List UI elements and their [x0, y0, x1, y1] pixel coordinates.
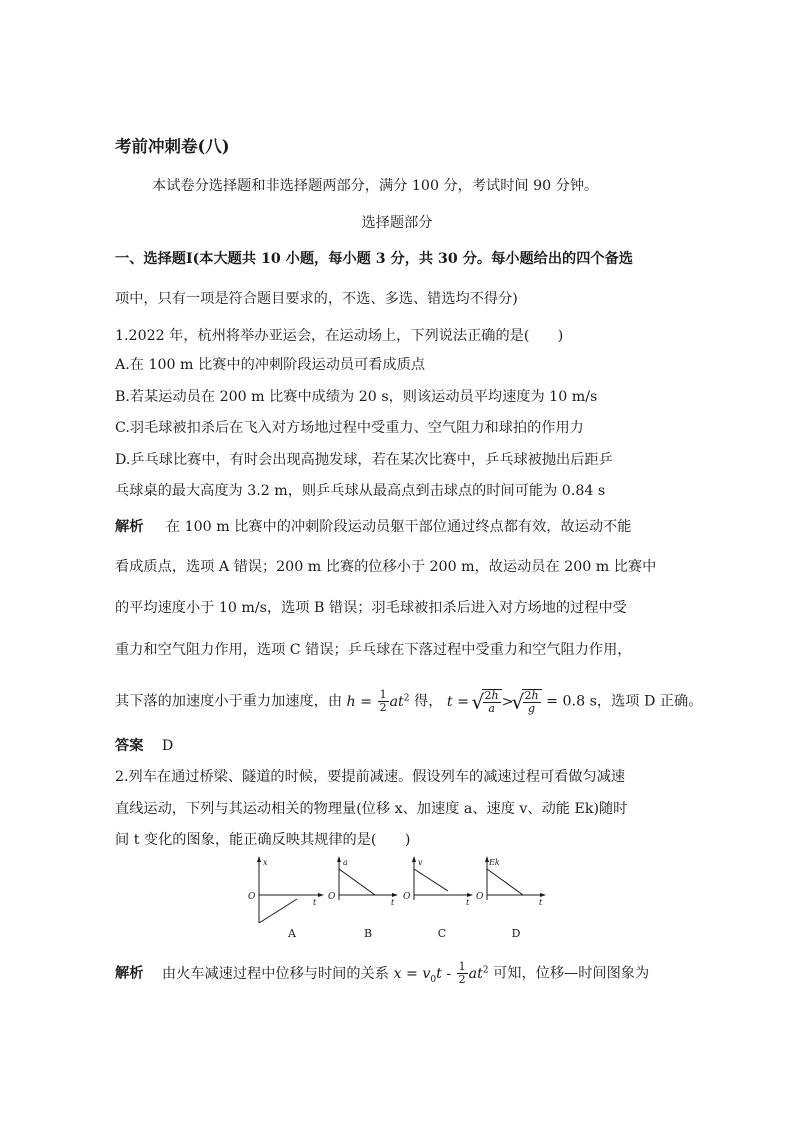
q1-analysis-text5c: = 0.8 s，选项 D 正确。 [546, 693, 703, 710]
graph-d-y-label: Ek [489, 858, 500, 867]
q2-analysis-label: 解析 [115, 965, 144, 982]
q1-option-d-line2: 乓球桌的最大高度为 3.2 m，则乒乓球从最高点到击球点的时间可能为 0.84 s [115, 483, 606, 499]
graph-b-label: B [363, 927, 373, 940]
graph-b [325, 855, 407, 925]
graph-b-y-label: a [343, 858, 348, 867]
q1-analysis-text1: 在 100 m 比赛中的冲刺阶段运动员躯干部位通过终点都有效，故运动不能 [165, 519, 632, 535]
q1-option-d-line1: D.乒乓球比赛中，有时会出现高抛发球，若在某次比赛中，乒乓球被抛出后距乒 [115, 452, 613, 468]
q2-analysis-line1 [115, 960, 649, 990]
formula-t: t = √ $\frac{2h}{a}$ > √ $\frac{2h}{g}$ [447, 694, 542, 710]
q1-analysis-label: 解析 [115, 519, 144, 535]
q1-option-c: C.羽毛球被扣杀后在飞入对方场地过程中受重力、空气阻力和球拍的作用力 [115, 420, 584, 436]
graph-d [473, 855, 555, 925]
q1-answer-value: D [161, 738, 174, 754]
graph-a-label: A [288, 927, 296, 940]
graph-d-origin: O [476, 892, 484, 902]
graph-c-x-label: t [466, 898, 470, 907]
graph-c [400, 855, 482, 925]
q1-stem: 1.2022 年，杭州将举办亚运会，在运动场上，下列说法正确的是( ) [115, 328, 564, 344]
graph-c-label: C [437, 927, 447, 940]
q1-answer-line [115, 736, 173, 756]
formula-h: h = $\frac{1}{2}$ $at^2$ [346, 688, 410, 715]
q2-analysis-text1a: 由火车减速过程中位移与时间的关系 [161, 965, 389, 982]
intro-text: 本试卷分选择题和非选择题两部分，满分 100 分，考试时间 90 分钟。 [152, 178, 599, 194]
graph-d-label: D [511, 927, 521, 940]
q2-stem-line2: 直线运动，下列与其运动相关的物理量(位移 x、加速度 a、速度 v、动能 Ek)随时 [115, 801, 628, 817]
section-header: 选择题部分 [361, 215, 433, 231]
graph-a-origin: O [248, 892, 256, 902]
q2-stem-line1: 2.列车在通过桥梁、隧道的时候，要提前减速。假设列车的减速过程可看做匀减速 [115, 769, 626, 785]
q1-answer-label: 答案 [115, 738, 144, 754]
q2-stem-line3: 间 t 变化的图象，能正确反映其规律的是( ) [115, 832, 411, 848]
graph-a-y-label: x [263, 858, 268, 867]
graph-c-y-label: v [418, 858, 423, 867]
formula-x: $x = v_0t$ - $\frac{1}{2}$ $at^2$ [393, 960, 489, 987]
q1-option-a: A.在 100 m 比赛中的冲刺阶段运动员可看成质点 [115, 357, 426, 373]
q1-analysis-line2: 看成质点，选项 A 错误；200 m 比赛的位移小于 200 m，故运动员在 200 m 比赛中 [115, 559, 657, 575]
part1-instructions-text: 一、选择题Ⅰ(本大题共 10 小题，每小题 3 分，共 30 分。每小题给出的四个备选 [115, 251, 633, 267]
graph-b-origin: O [328, 892, 336, 902]
q1-analysis-text5b: 得， [414, 693, 443, 710]
part1-instructions-line2: 项中，只有一项是符合题目要求的，不选、多选、错选均不得分) [115, 291, 518, 307]
part1-instructions-line1 [115, 249, 633, 269]
q2-analysis-text1b: 可知，位移—时间图象为 [493, 965, 650, 982]
graph-b-x-label: t [391, 898, 395, 907]
graph-d-x-label: t [539, 898, 543, 907]
q1-analysis-line1 [115, 517, 631, 537]
graph-a-x-label: t [313, 898, 317, 907]
page-title: 考前冲刺卷(八) [115, 137, 230, 156]
q1-analysis-text5a: 其下落的加速度小于重力加速度，由 [115, 693, 343, 710]
q1-analysis-line5 [115, 688, 702, 715]
q1-analysis-line4: 重力和空气阻力作用，选项 C 错误；乒乓球在下落过程中受重力和空气阻力作用， [115, 642, 632, 658]
q1-option-b: B.若某运动员在 200 m 比赛中成绩为 20 s，则该运动员平均速度为 10 m/s [115, 389, 598, 405]
q2-graphs-figure [245, 855, 555, 945]
graph-c-origin: O [403, 892, 411, 902]
graph-a [245, 855, 327, 925]
q1-analysis-line3: 的平均速度小于 10 m/s，选项 B 错误；羽毛球被扣杀后进入对方场地的过程中受 [115, 600, 627, 616]
